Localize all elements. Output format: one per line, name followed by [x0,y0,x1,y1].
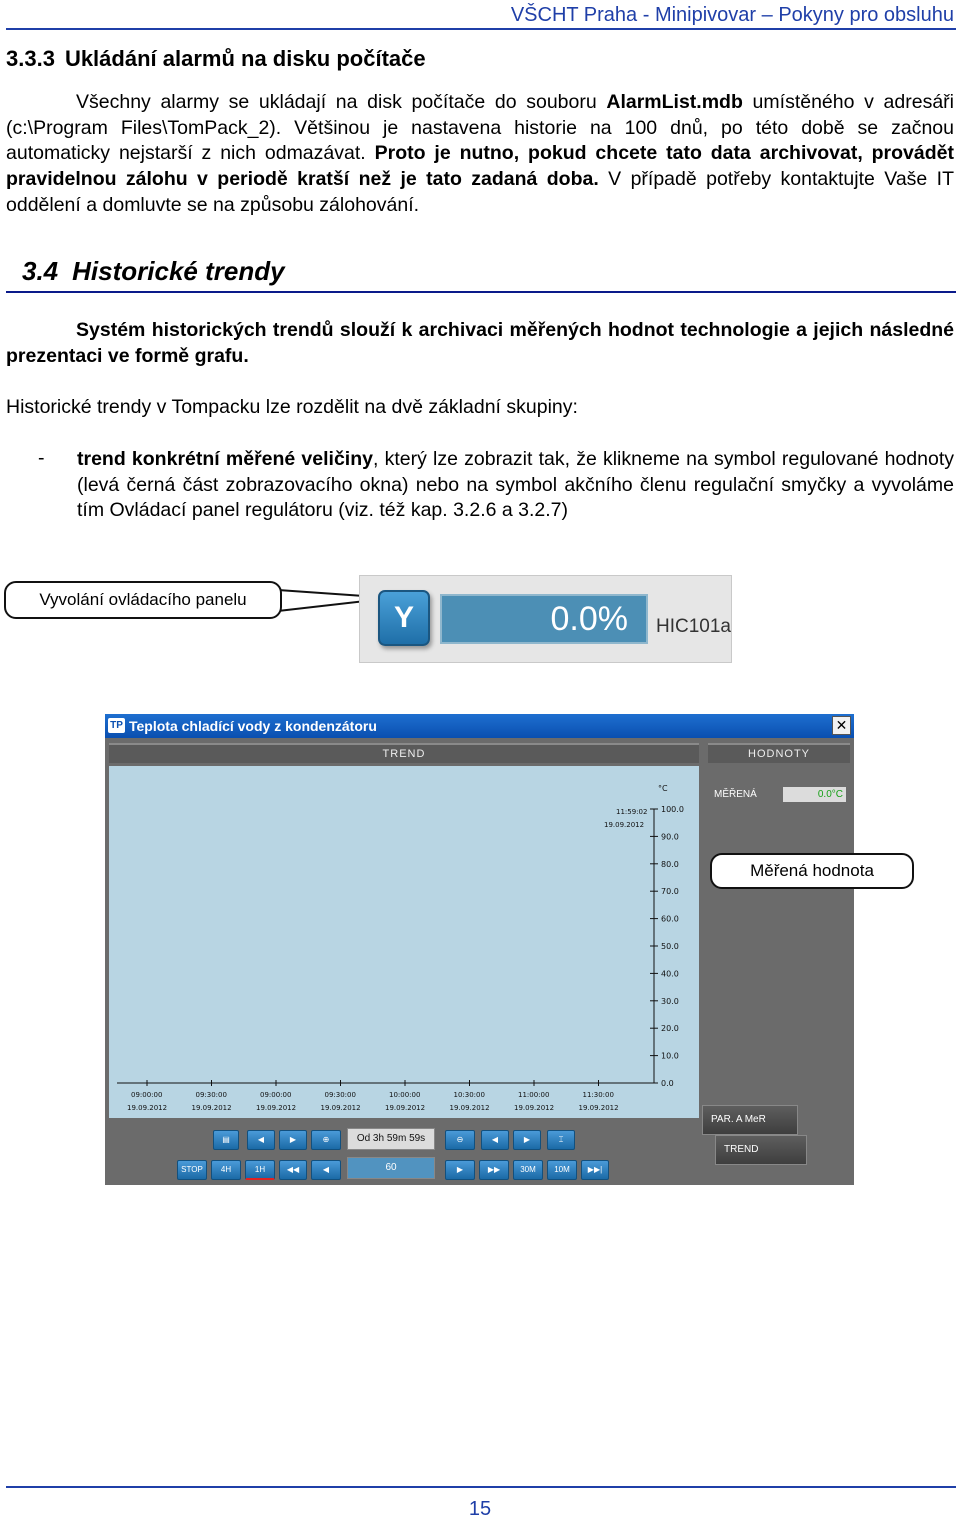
y-tick-label: 100.0 [661,805,684,814]
fast-forward-button[interactable]: ▶▶ [479,1160,509,1180]
range-10m-button[interactable]: 10M [547,1160,577,1180]
cursor-forward-button[interactable]: ▶ [513,1130,541,1150]
p1-text-b: umístěného v adresáři (c:\Program Files\TomPack_2). Většinou je nastavena historie na 100 dnů, po této době se začnou automaticky nejstarší z nich odmazávat. [6,91,954,165]
step-back-button[interactable]: ◀ [311,1160,341,1180]
footer-rule [6,1486,956,1488]
alarm-file-name: AlarmList.mdb [606,91,743,113]
app-logo-icon: TP [108,718,125,733]
y-tick-label: 50.0 [661,942,679,951]
window-title: Teplota chladící vody z kondenzátoru [105,714,854,738]
y-tick-label: 70.0 [661,887,679,897]
x-tick-date-label: 19.09.2012 [191,1104,232,1112]
trend-button[interactable]: TREND [715,1135,807,1165]
running-header: VŠCHT Praha - Minipivovar – Pokyny pro obsluhu [510,4,954,26]
trend-plot-area[interactable] [109,766,699,1118]
p1-text-c: V případě potřeby kontaktujte Vaše IT oddělení a domluvte se na způsobu zálohování. [6,168,954,216]
controller-tag: HIC101a [656,616,731,637]
stop-button[interactable]: STOP [177,1160,207,1180]
y-tick-label: 20.0 [661,1024,679,1034]
range-4h-button[interactable]: 4H [211,1160,241,1180]
callout-panel: Vyvolání ovládacího panelu [4,581,282,619]
x-tick-time-label: 11:00:00 [518,1091,550,1099]
y-tick-label: 0.0 [661,1079,674,1088]
range-display: Od 3h 59m 59s [347,1128,435,1150]
controller-widget [359,575,732,663]
cursor-icon[interactable]: ⌶ [547,1130,575,1150]
zoom-in-icon[interactable]: ⊕ [311,1130,341,1150]
callout-measured: Měřená hodnota [710,853,914,889]
close-icon[interactable]: ✕ [832,716,851,735]
back-button[interactable]: ◀ [247,1130,275,1150]
page-number: 15 [468,1498,492,1520]
measured-value: 0.0°C [783,787,846,802]
param-button[interactable]: PAR. A MeR [702,1105,798,1135]
x-tick-time-label: 09:00:00 [260,1091,292,1099]
y-tick-label: 10.0 [661,1051,679,1061]
intro-bold-text: Systém historických trendů slouží k archivaci měřených hodnot technologie a jejich následné prezentaci ve formě grafu. [6,319,954,367]
section-34-number: 3.4 [22,256,59,286]
zoom-out-icon[interactable]: ⊖ [445,1130,475,1150]
x-tick-time-label: 10:00:00 [389,1091,421,1099]
bullet-dash: - [38,447,45,469]
window-body [105,738,854,1185]
p1-bold-warning: Proto je nutno, pokud chcete tato data archivovat, provádět pravidelnou zálohu v periodě kratší než je tato zadaná doba. [6,142,954,191]
values-panel-header: HODNOTY [708,743,850,763]
cursor-date-label: 19.09.2012 [604,821,645,829]
range-1h-button[interactable]: 1H [245,1160,275,1180]
trend-panel-header: TREND [109,743,699,763]
section-333-number: 3.3.3 [6,46,55,71]
range-30m-button[interactable]: 30M [513,1160,543,1180]
x-tick-time-label: 09:30:00 [195,1091,227,1099]
go-to-end-button[interactable]: ▶▶| [581,1160,609,1180]
y-tick-label: 40.0 [661,969,679,979]
x-tick-date-label: 19.09.2012 [449,1104,490,1112]
x-tick-date-label: 19.09.2012 [578,1104,619,1112]
x-tick-date-label: 19.09.2012 [127,1104,168,1112]
cursor-back-button[interactable]: ◀ [481,1130,509,1150]
y-tick-label: 30.0 [661,996,679,1006]
measured-label: MĚŘENÁ [714,789,757,800]
x-tick-date-label: 19.09.2012 [256,1104,297,1112]
sample-count-display[interactable]: 60 [347,1157,435,1179]
trend-window [105,714,854,1185]
trend-chart-svg [109,766,699,1118]
forward-button[interactable]: ▶ [279,1130,307,1150]
x-tick-time-label: 09:00:00 [131,1091,163,1099]
y-tick-label: 80.0 [661,859,679,869]
y-axis-unit: °C [658,784,668,793]
x-tick-date-label: 19.09.2012 [385,1104,426,1112]
cursor-time-label: 11:59:02 [616,808,648,816]
x-tick-time-label: 11:30:00 [582,1091,614,1099]
x-tick-time-label: 09:30:00 [324,1091,356,1099]
step-forward-button[interactable]: ▶ [445,1160,475,1180]
controller-value-display[interactable]: 0.0% [440,594,648,644]
bullet-description: , který lze zobrazit tak, že klikneme na symbol regulované hodnoty (levá černá část zobrazovacího okna) nebo na symbol akčního členu regulační smyčky a vyvoláme tím Ovládací panel regulátoru (viz. též kap. 3.2.6 a 3.2.7) [77,448,954,522]
section-333-title: Ukládání alarmů na disku počítače [64,46,426,71]
section-34-groups-text: Historické trendy v Tompacku lze rozdělit na dvě základní skupiny: [6,396,578,418]
y-tick-label: 60.0 [661,914,679,924]
x-tick-date-label: 19.09.2012 [320,1104,361,1112]
section-34-title: Historické trendy [72,256,285,286]
p1-text-a: Všechny alarmy se ukládají na disk počítače do souboru [76,91,607,113]
x-tick-date-label: 19.09.2012 [514,1104,555,1112]
x-tick-time-label: 10:30:00 [453,1091,485,1099]
fast-back-button[interactable]: ◀◀ [279,1160,307,1180]
controller-y-button[interactable]: Y [378,590,430,646]
print-button[interactable]: ▤ [213,1130,239,1150]
y-tick-label: 90.0 [661,832,679,842]
bullet-bold-term: trend konkrétní měřené veličiny [77,448,373,470]
